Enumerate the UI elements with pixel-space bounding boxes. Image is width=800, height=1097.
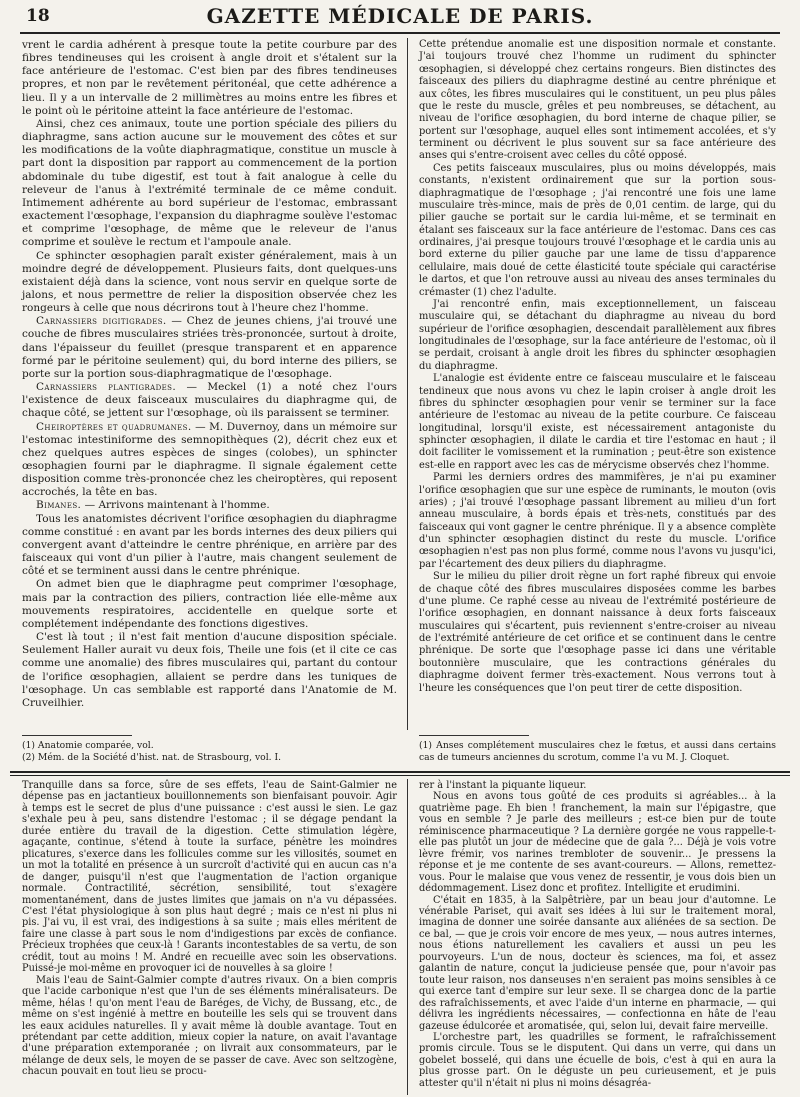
article-paragraph [419, 373, 776, 472]
feuilleton-column-left [22, 780, 397, 1078]
paragraph-text: C'est là tout ; il n'est fait mention d'aucune disposition spéciale. Seulement Haller aurait vu deux fois, Theile une fois (et il cite ce cas comme une anomalie) des fibres musculaires qui, partant du contour de l'orifice œsophagien, allaient se perdre dans les tuniques de l'œsophage. Un cas semblable est rapporté dans l'Anatomie de M. Cruveilhier. [22, 631, 397, 709]
paragraph-text: Cette prétendue anomalie est une disposition normale et constante. J'ai toujours trouvé chez l'homme un rudiment du sphincter œsophagien, si développé chez certains rongeurs. Bien distinctes des faisceaux des piliers du diaphragme destiné au centre phrénique et aux côtes, les fibres musculaires qui le constituent, un peu plus pâles que le reste du muscle, grêles et peu nombreuses, se détachent, au niveau de l'orifice œsophagien, du bord interne de chaque pilier, se portent sur l'œsophage, auquel elles sont intimement accolées, et s'y terminent ou décrivent le plus souvent sur sa face antérieure des anses qui s'entre-croisent avec celles du côté opposé. [419, 39, 776, 162]
section-lead: Carnassiers digitigrades. [36, 315, 167, 328]
section-lead: Carnassiers plantigrades. [36, 381, 177, 394]
article-paragraph [22, 513, 397, 579]
footnote: (1) Anatomie comparée, vol. [22, 740, 154, 751]
feuilleton-paragraph [419, 791, 776, 894]
paragraph-text: L'analogie est évidente entre ce faisceau musculaire et le faisceau tendineux que nous avons vu chez le lapin croiser à angle droit les fibres du sphincter œsophagien pour venir se terminer sur la face antérieure de l'estomac au niveau de la petite courbure. Ce faisceau longitudinal, lorsqu'il existe, est nécessairement antagoniste du sphincter œsophagien, il dilate le cardia et tire l'estomac en haut ; il doit faciliter le vomissement et la rumination ; peut-être son existence est-elle en rapport avec les cas de mérycisme observés chez l'homme. [419, 373, 776, 471]
footnotes-left [22, 740, 397, 763]
article-paragraph [22, 250, 397, 316]
article-paragraph [419, 163, 776, 299]
section-lead: Cheiroptères et quadrumanes. [36, 420, 192, 433]
article-column-right [419, 39, 776, 695]
feuilleton-rule-thin [10, 775, 790, 776]
paragraph-text: Tranquille dans sa force, sûre de ses effets, l'eau de Saint-Galmier ne dépense pas en jactantieux bouillonnements son bienfaisant pouvoir. Agir à temps est le secret de plus d'une puissance : c'est aussi le sien. Le gaz s'exhale peu à peu, sans distendre l'estomac ; il se dégage pendant la durée entière du travail de la digestion. Cette stimulation légère, agaçante, continue, s'étend à toute la surface, pénètre les moindres plicatures, s'exerce dans les follicules comme sur les villosités, soumet en un mot la totalité en présence à un surcroît d'activité qui en aucun cas n'a de danger, puisqu'il n'est que l'augmentation de l'action organique normale. Contractilité, sécrétion, sensibilité, tout s'exagère momentanément, dans de justes limites que jamais on n'a vu dépassées. C'est l'état physiologique à son plus haut degré ; mais ce n'est ni plus ni pis. J'ai vu, il est vrai, des indigestions à sa suite ; mais elles méritent de faire une classe à part sous le nom d'indigestions par excès de confiance. Précieux trophées que ceux-là ! Garants incontestables de sa vertu, de son crédit, tout au moins ! M. André en recueille avec soin les observations. Puissé-je moi-même en provoquer ici de nouvelles à sa gloire ! [22, 780, 397, 975]
feuilleton-column-divider [407, 779, 408, 1095]
paragraph-text: L'orchestre part, les quadrilles se forment, le rafraîchissement promis circule. Tous se le disputent. Qui dans un verre, qui dans un gobelet bosselé, qui dans une écuelle de bois, c'est à qui en aura la plus grosse part. On le déguste un peu curieusement, et je puis attester qu'il n'était ni plus ni moins désagréa- [419, 1031, 776, 1089]
footnote: (1) Anses complétement musculaires chez le fœtus, et aussi dans certains cas de tumeurs anciennes du scrotum, comme l'a vu M. J. Cloquet. [419, 740, 776, 763]
article-paragraph [22, 381, 397, 420]
paragraph-text: Ces petits faisceaux musculaires, plus ou moins développés, mais constants, n'existent ordinairement que sur la portion sous-diaphragmatique de l'œsophage ; j'ai rencontré une fois une lame musculaire très-mince, mais de près de 0,01 centim. de large, qui du pilier gauche se portait sur le cardia lui-même, et se terminait en étalant ses faisceaux sur la face antérieure de l'estomac. Dans ces cas ordinaires, j'ai presque toujours trouvé l'œsophage et le cardia unis au bord externe du pilier gauche par une lame de tissu d'apparence cellulaire, mais doué de cette élasticité toute spéciale qui caractérise le dartos, et que l'on retrouve aussi au niveau des anses terminales du crémaster (1) chez l'adulte. [419, 162, 776, 298]
article-column-left [22, 39, 397, 710]
article-paragraph [22, 315, 397, 381]
paragraph-text: Nous en avons tous goûté de ces produits si agréables... à la quatrième page. Eh bien ! franchement, la main sur l'épigastre, que vous en semble ? Je parle des meilleurs ; est-ce bien pur de toute réminiscence pharmaceutique ? La dernière gorgée ne vous rappelle-t-elle pas plutôt un jour de médecine que de gala ?... Déjà je vois votre lèvre frémir, vos narines trembloter de souvenir... Je pressens la réponse et je me contente de ses avant-coureurs. — Allons, remettez-vous. Pour le malaise que vous venez de ressentir, je vous dois bien un dédommagement. Lisez donc et profitez. Intelligite et erudimini. [419, 791, 776, 895]
article-paragraph [419, 571, 776, 695]
article-paragraph [22, 421, 397, 500]
paragraph-text: vrent le cardia adhérent à presque toute la petite courbure par des fibres tendineuses qui les croisent à angle droit et s'étalent sur la face antérieure de l'estomac. C'est bien par des fibres tendineuses propres, et non par le revêtement péritonéal, que cette adhérence a lieu. Il y a un intervalle de 2 millimètres au moins entre les fibres et le point où le péritoine atteint la face antérieure de l'estomac. [22, 39, 397, 117]
footnote-rule-right [419, 735, 529, 736]
feuilleton-paragraph [419, 780, 776, 791]
footnote-rule-left [22, 735, 132, 736]
column-divider [407, 38, 408, 730]
feuilleton-paragraph [419, 895, 776, 1032]
paragraph-text: J'ai rencontré enfin, mais exceptionnellement, un faisceau musculaire qui, se détachant du diaphragme au niveau du bord supérieur de l'orifice œsophagien, descendait parallèlement aux fibres longitudinales de l'œsophage, sur la face antérieure de l'estomac, où il se perdait, croisant à angle droit les fibres du sphincter œsophagien du diaphragme. [419, 298, 776, 372]
paragraph-text: — Meckel (1) a noté chez l'ours l'existence de deux faisceaux musculaires du diaphragme qui, de chaque côté, se jettent sur l'œsophage, où ils paraissent se terminer. [22, 381, 397, 420]
page-header [26, 4, 774, 30]
paragraph-text: Sur le milieu du pilier droit règne un fort raphé fibreux qui envoie de chaque côté des fibres musculaires disposées comme les barbes d'une plume. Ce raphé cesse au niveau de l'extrémité postérieure de l'orifice œsophagien, en donnant naissance à deux forts faisceaux musculaires qui s'écartent, puis reviennent s'entre-croiser au niveau de l'extrémité antérieure de cet orifice et se continuent dans le centre phrénique. De sorte que l'œsophage passe ici dans une véritable boutonnière musculaire, que les contractions générales du diaphragme doivent fermer très-exactement. Nous verrons tout à l'heure les conséquences que l'on peut tirer de cette disposition. [419, 571, 776, 694]
paragraph-text: Mais l'eau de Saint-Galmier compte d'autres rivaux. On a bien compris que l'acide carbonique n'est que l'un de ses éléments minéralisateurs. De même, hélas ! qu'on ment l'eau de Baréges, de Vichy, de Bussang, etc., de même on s'est ingénié à mettre en bouteille les sels qui se trouvent dans les eaux acidules naturelles. Il y avait même là double avantage. Tout en prétendant par cette addition, mieux copier la nature, on avait l'avantage d'une préparation extemporanée ; on livrait aux consommateurs, par le mélange de deux sels, le moyen de se passer de cave. Avec son seltzogène, chacun pouvait en tout lieu se procu- [22, 974, 397, 1078]
paragraph-text: Parmi les derniers ordres des mammifères, je n'ai pu examiner l'orifice œsophagien que sur une espèce de ruminants, le mouton (ovis aries) ; j'ai trouvé l'œsophage passant librement au milieu d'un fort anneau musculaire, à bords épais et très-nets, constitués par des faisceaux qui vont gagner le centre phrénique. Il y a absence complète d'un sphincter œsophagien distinct du reste du muscle. L'orifice œsophagien n'est pas non plus formé, comme nous l'avons vu jusqu'ici, par l'écartement des deux piliers du diaphragme. [419, 472, 776, 570]
paragraph-text: — M. Duvernoy, dans un mémoire sur l'estomac intestiniforme des semnopithèques (2), décrit chez eux et chez quelques autres espèces de singes (colobes), un sphincter œsophagien fourni par le diaphragme. Il signale également cette disposition comme très-prononcée chez les cheiroptères, qui reposent accrochés, la tête en bas. [22, 420, 398, 499]
paragraph-text: — Chez de jeunes chiens, j'ai trouvé une couche de fibres musculaires striées très-prononcée, surtout à droite, dans l'épaisseur du feuillet (presque transparent et en apparence formé par le péritoine seulement) qui, du bord interne des piliers, se porte sur la portion sous-diaphragmatique de l'œsophage. [22, 315, 397, 380]
feuilleton-paragraph [22, 780, 397, 975]
paragraph-text: Ainsi, chez ces animaux, toute une portion spéciale des piliers du diaphragme, sans action aucune sur le mouvement des côtes et sur les modifications de la voûte diaphragmatique, constitue un muscle à part dont la disposition par rapport au commencement de la portion abdominale du tube digestif, est tout à fait analogue à celle du releveur de l'anus à l'extrémité terminale de ce même conduit. Intimement adhérente au bord supérieur de l'estomac, embrassant exactement l'œsophage, l'expansion du diaphragme soulève l'estomac et comprime l'œsophage, de même que le releveur de l'anus comprime et soulève le rectum et l'ampoule anale. [22, 117, 397, 249]
paragraph-text: Tous les anatomistes décrivent l'orifice œsophagien du diaphragme comme constitué : en avant par les bords internes des deux piliers qui convergent avant d'atteindre le centre phrénique, en arrière par des faisceaux qui vont d'un pilier à l'autre, mais changent seulement de côté et se terminent aussi dans le centre phrénique. [22, 512, 397, 578]
paragraph-text: Ce sphincter œsophagien paraît exister généralement, mais à un moindre degré de développement. Plusieurs faits, dont quelques-uns existaient déjà dans la science, vont nous servir en quelque sorte de jalons, et nous permettre de relier la disposition observée chez les rongeurs à celle que nous décrirons tout à l'heure chez l'homme. [22, 249, 397, 315]
article-paragraph [22, 578, 397, 631]
feuilleton-paragraph [22, 975, 397, 1078]
article-paragraph [22, 631, 397, 710]
feuilleton-paragraph [419, 1032, 776, 1089]
page-number: 18 [26, 6, 50, 26]
journal-title: GAZETTE MÉDICALE DE PARIS. [206, 4, 594, 28]
footnotes-right [419, 740, 776, 763]
article-paragraph [22, 39, 397, 118]
header-rule [20, 32, 780, 34]
article-paragraph [419, 472, 776, 571]
paragraph-text: On admet bien que le diaphragme peut comprimer l'œsophage, mais par la contraction des piliers, contraction liée elle-même aux mouvements respiratoires, accidentelle en quelque sorte et complétement indépendante des fonctions digestives. [22, 578, 397, 630]
article-paragraph [22, 499, 397, 512]
article-paragraph [22, 118, 397, 250]
feuilleton-rule [10, 771, 790, 773]
paragraph-text: — Arrivons maintenant à l'homme. [81, 499, 270, 512]
feuilleton-column-right [419, 780, 776, 1089]
article-paragraph [419, 299, 776, 373]
section-lead: Bimanes. [36, 499, 82, 512]
paragraph-text: rer à l'instant la piquante liqueur. [419, 780, 587, 791]
article-paragraph [419, 39, 776, 163]
footnote: (2) Mém. de la Société d'hist. nat. de Strasbourg, vol. I. [22, 751, 282, 763]
paragraph-text: C'était en 1835, à la Salpêtrière, par un beau jour d'automne. Le vénérable Pariset, qui avait ses idées à lui sur le traitement moral, imagina de donner une soirée dansante aux aliénées de sa section. De ce bal, — que je crois voir encore de mes yeux, — nous autres internes, nous étions naturellement les cavaliers et aussi un peu les pourvoyeurs. L'un de nous, docteur ès sciences, ma foi, et assez galantin de nature, conçut la judicieuse pensée que, pour n'avoir pas toute leur raison, nos danseuses n'en seraient pas moins sensibles à ce qui exerce tant d'empire sur leur sexe. Il se chargea donc de la partie des rafraîchissements, et avec l'aide d'un interne en pharmacie, — qui délivra les ingrédients nécessaires, — confectionna en hâte de l'eau gazeuse édulcorée et aromatisée, qui, selon lui, devait faire merveille. [419, 894, 776, 1032]
